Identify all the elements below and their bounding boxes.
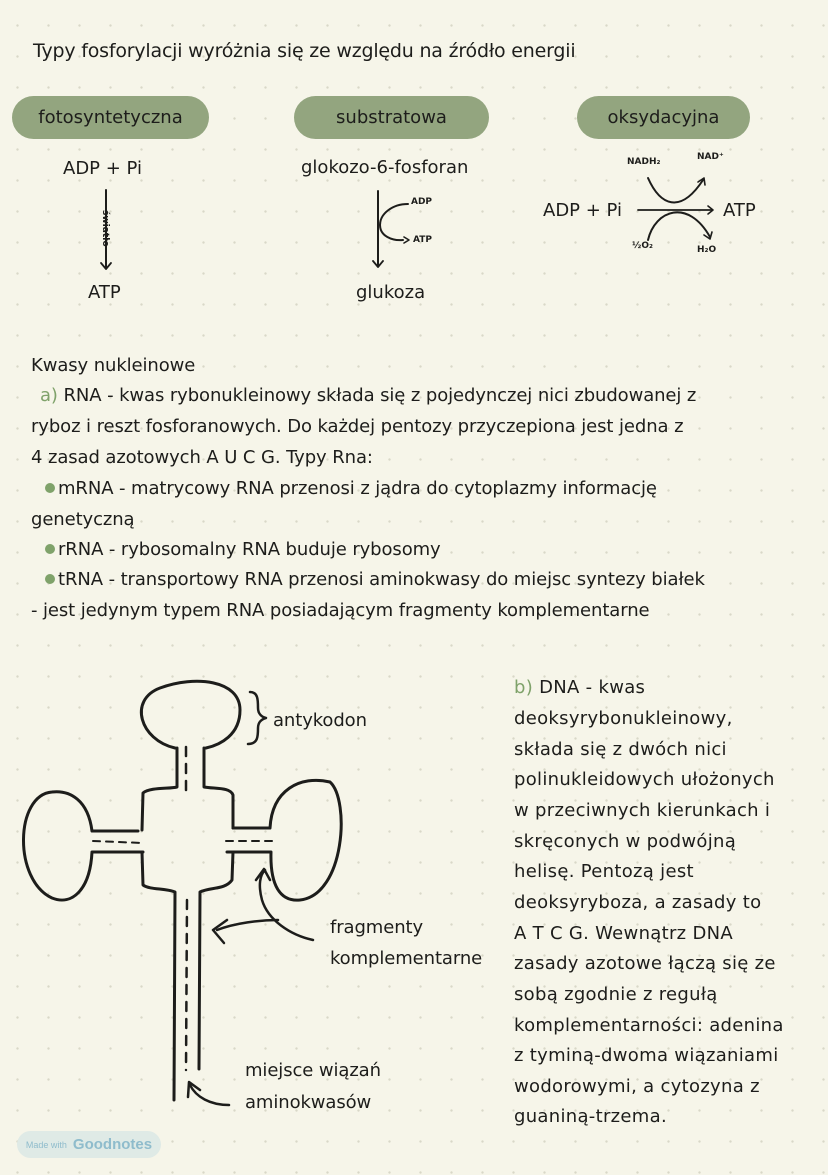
- bullet-text: mRNA - matrycowy RNA przenosi z jądra do cytoplazmy informację: [58, 478, 657, 499]
- dna-line: sobą zgodnie z regułą: [514, 984, 718, 1005]
- badge-prefix: Made with: [25, 1139, 67, 1150]
- photo-product: ATP: [88, 282, 121, 303]
- oxid-arrow-icon: [638, 178, 713, 240]
- dna-line: komplementarności: adenina: [514, 1015, 784, 1036]
- dna-marker: b): [514, 677, 534, 698]
- dna-line: deoksyryboza, a zasady to: [514, 892, 762, 913]
- substrate-side-out: ATP: [413, 235, 433, 245]
- oxid-bottom-left: ½O₂: [632, 241, 653, 251]
- bullet-mrna-cont: genetyczną: [31, 509, 135, 530]
- dna-line: A T C G. Wewnątrz DNA: [514, 923, 733, 944]
- photo-substrate: ADP + Pi: [63, 158, 143, 179]
- dna-line: zasady azotowe łączą się ze: [514, 953, 776, 974]
- rna-marker: a): [40, 385, 58, 406]
- dna-line: polinukleidowych ułożonych: [514, 769, 775, 790]
- label-fragments-1: fragmenty: [330, 917, 424, 938]
- substrate-product: glukoza: [356, 282, 426, 303]
- dna-line: wodorowymi, a cytozyna z: [514, 1076, 760, 1097]
- section-heading: Kwasy nukleinowe: [31, 355, 196, 376]
- goodnotes-badge: [17, 1131, 161, 1158]
- substrate-arrow-icon: [373, 191, 409, 267]
- label-binding-1: miejsce wiązań: [245, 1060, 381, 1081]
- trna-diagram: [23, 681, 341, 1105]
- oxid-product: ATP: [723, 200, 756, 221]
- label-fragments-2: komplementarne: [330, 948, 483, 969]
- photo-arrow-label: światło: [100, 210, 110, 247]
- photo-arrow-icon: [101, 190, 111, 269]
- dna-line: guaniną-trzema.: [514, 1106, 667, 1127]
- rna-line-2: ryboz i reszt fosforanowych. Do każdej pentozy przyczepiona jest jedna z: [31, 416, 684, 437]
- pill-label: oksydacyjna: [607, 107, 720, 128]
- dna-line-text: DNA - kwas: [539, 677, 646, 698]
- pill-label: fotosyntetyczna: [38, 107, 183, 128]
- bullet-text: rRNA - rybosomalny RNA buduje rybosomy: [58, 539, 441, 560]
- dna-line: skręconych w podwójną: [514, 831, 737, 852]
- oxid-top-left: NADH₂: [627, 157, 661, 167]
- rna-line-3: 4 zasad azotowych A U C G. Typy Rna:: [31, 447, 373, 468]
- oxid-substrate: ADP + Pi: [543, 200, 623, 221]
- pill-label: substratowa: [336, 107, 447, 128]
- label-binding-2: aminokwasów: [245, 1092, 372, 1113]
- page-title: Typy fosforylacji wyróżnia się ze względu na źródło energii: [33, 40, 576, 62]
- substrate-substrate: glokozo-6-fosforan: [301, 157, 469, 178]
- dna-line: w przeciwnych kierunkach i: [514, 800, 771, 821]
- oxid-top-right: NAD⁺: [697, 152, 724, 162]
- badge-brand: Goodnotes: [72, 1136, 153, 1153]
- oxid-bottom-right: H₂O: [697, 245, 717, 255]
- dna-line: składa się z dwóch nici: [514, 739, 727, 760]
- dna-line: helisę. Pentozą jest: [514, 861, 694, 882]
- bullet-text: tRNA - transportowy RNA przenosi aminokwasy do miejsc syntezy białek: [58, 569, 705, 590]
- dna-line: z tyminą-dwoma wiązaniami: [514, 1045, 779, 1066]
- bullet-trna-cont: - jest jedynym typem RNA posiadającym fragmenty komplementarne: [31, 600, 650, 621]
- substrate-side-in: ADP: [411, 197, 433, 207]
- label-anticodon: antykodon: [273, 710, 367, 731]
- dna-line: deoksyrybonukleinowy,: [514, 708, 733, 729]
- rna-line-text: RNA - kwas rybonukleinowy składa się z pojedynczej nici zbudowanej z: [63, 385, 697, 406]
